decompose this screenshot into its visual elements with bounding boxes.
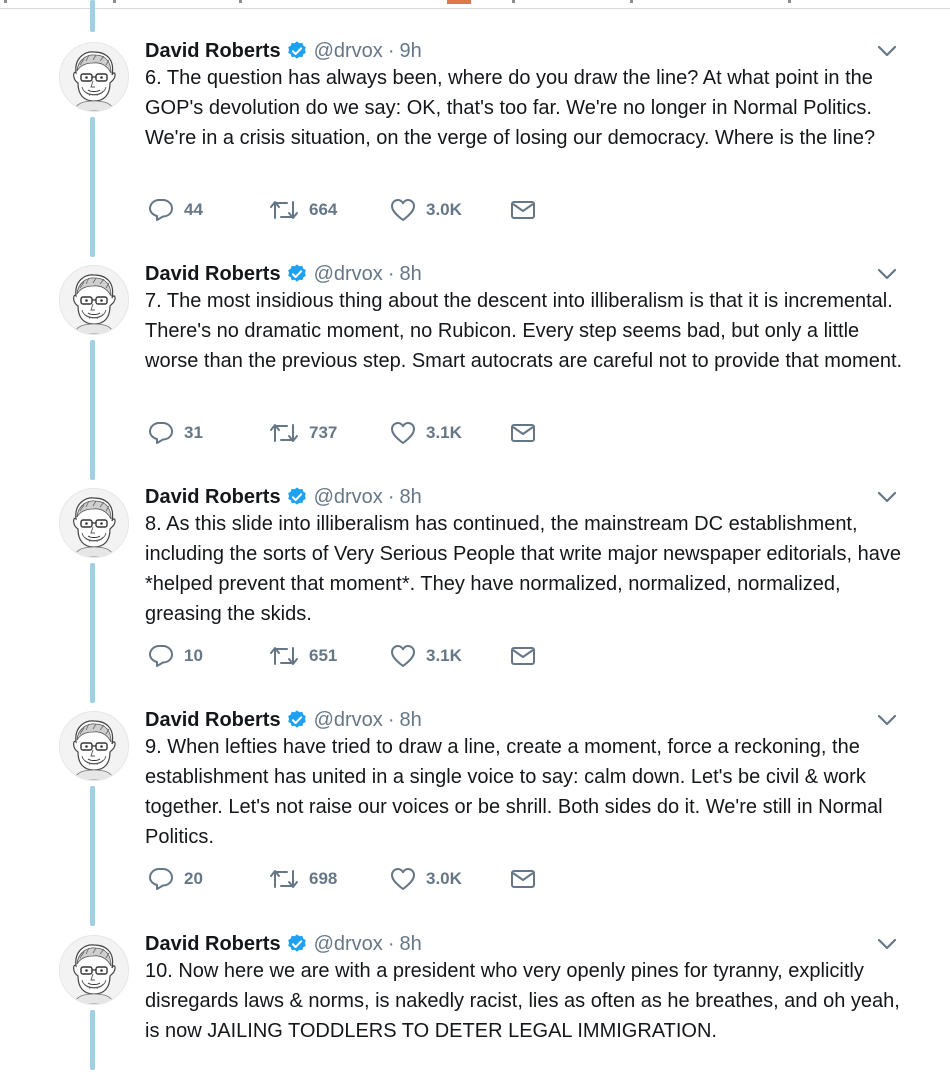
avatar[interactable] bbox=[59, 935, 129, 1005]
reply-button[interactable] bbox=[148, 418, 203, 448]
tweet-timestamp[interactable]: 8h bbox=[399, 932, 422, 955]
separator-dot: · bbox=[387, 485, 395, 508]
browser-top-strip bbox=[0, 0, 950, 9]
direct-message-button[interactable] bbox=[510, 864, 536, 894]
thread-connector-line bbox=[90, 0, 95, 32]
top-strip-mark bbox=[4, 0, 7, 3]
retweet-button[interactable] bbox=[269, 864, 337, 894]
like-count: 3.0K bbox=[426, 869, 462, 888]
retweet-icon bbox=[269, 867, 299, 891]
heart-icon bbox=[390, 867, 416, 891]
author-handle[interactable]: @drvox bbox=[313, 708, 383, 731]
reply-button[interactable] bbox=[148, 641, 203, 671]
reply-button[interactable] bbox=[148, 864, 203, 894]
retweet-count: 737 bbox=[309, 423, 338, 442]
tweet-timestamp[interactable]: 8h bbox=[399, 262, 422, 285]
chevron-down-icon[interactable] bbox=[876, 267, 898, 281]
envelope-icon bbox=[510, 645, 536, 667]
heart-icon bbox=[390, 644, 416, 668]
retweet-button[interactable] bbox=[269, 195, 337, 225]
reply-icon bbox=[148, 198, 174, 222]
author-handle[interactable]: @drvox bbox=[313, 39, 383, 62]
tweet[interactable] bbox=[0, 931, 950, 1074]
author-name[interactable]: David Roberts bbox=[145, 485, 281, 508]
like-button[interactable] bbox=[390, 418, 462, 448]
avatar[interactable] bbox=[59, 711, 129, 781]
like-button[interactable] bbox=[390, 864, 462, 894]
separator-dot: · bbox=[387, 262, 395, 285]
top-strip-mark bbox=[239, 0, 242, 3]
tweet-actions bbox=[148, 641, 568, 671]
tweet-actions bbox=[148, 864, 568, 894]
avatar[interactable] bbox=[59, 265, 129, 335]
reply-button[interactable] bbox=[148, 195, 203, 225]
tweet[interactable] bbox=[0, 38, 950, 261]
chevron-down-icon[interactable] bbox=[876, 44, 898, 58]
tweet-header bbox=[145, 484, 422, 510]
envelope-icon bbox=[510, 422, 536, 444]
retweet-button[interactable] bbox=[269, 641, 337, 671]
retweet-count: 698 bbox=[309, 869, 338, 888]
heart-icon bbox=[390, 421, 416, 445]
avatar[interactable] bbox=[59, 488, 129, 558]
avatar[interactable] bbox=[59, 42, 129, 112]
like-button[interactable] bbox=[390, 641, 462, 671]
reply-count: 44 bbox=[184, 200, 203, 219]
retweet-icon bbox=[269, 421, 299, 445]
tweet-text: 8. As this slide into illiberalism has continued, the mainstream DC establishment, including the sorts of Very Serious People that write major newspaper editorials, have *helped prevent that moment*. They have normalized, normalized, normalized, greasing the skids. bbox=[145, 513, 901, 625]
direct-message-button[interactable] bbox=[510, 641, 536, 671]
verified-badge-icon bbox=[286, 933, 308, 955]
verified-badge-icon bbox=[286, 40, 308, 62]
retweet-icon bbox=[269, 644, 299, 668]
top-strip-mark bbox=[788, 0, 791, 3]
verified-badge-icon bbox=[286, 486, 308, 508]
reply-count: 31 bbox=[184, 423, 203, 442]
chevron-down-icon[interactable] bbox=[876, 490, 898, 504]
tweet-timestamp[interactable]: 9h bbox=[399, 39, 422, 62]
reply-icon bbox=[148, 644, 174, 668]
separator-dot: · bbox=[387, 708, 395, 731]
retweet-button[interactable] bbox=[269, 418, 337, 448]
retweet-icon bbox=[269, 198, 299, 222]
separator-dot: · bbox=[387, 932, 395, 955]
tweet-text: 6. The question has always been, where do you draw the line? At what point in the GOP's devolution do we say: OK, that's too far. We're no longer in Normal Politics. We're in a crisis situation, on the verge of losing our democracy. Where is the line? bbox=[145, 67, 876, 149]
separator-dot: · bbox=[387, 39, 395, 62]
like-count: 3.1K bbox=[426, 646, 462, 665]
chevron-down-icon[interactable] bbox=[876, 937, 898, 951]
tweet-header bbox=[145, 261, 422, 287]
top-strip-mark bbox=[113, 0, 116, 3]
tweet-actions bbox=[148, 418, 568, 448]
tweet-text: 9. When lefties have tried to draw a line, create a moment, force a reckoning, the establishment has united in a single voice to say: calm down. Let's be civil & work together. Let's not raise our voices or be shrill. Both sides do it. We're still in Normal Politics. bbox=[145, 736, 883, 848]
author-handle[interactable]: @drvox bbox=[313, 932, 383, 955]
reply-icon bbox=[148, 867, 174, 891]
tweet-header bbox=[145, 931, 422, 957]
reply-count: 20 bbox=[184, 869, 203, 888]
tweet[interactable] bbox=[0, 707, 950, 930]
top-strip-tab-icon bbox=[447, 0, 471, 4]
tweet[interactable] bbox=[0, 261, 950, 484]
verified-badge-icon bbox=[286, 709, 308, 731]
chevron-down-icon[interactable] bbox=[876, 713, 898, 727]
retweet-count: 664 bbox=[309, 200, 338, 219]
direct-message-button[interactable] bbox=[510, 195, 536, 225]
tweet[interactable] bbox=[0, 484, 950, 707]
author-name[interactable]: David Roberts bbox=[145, 708, 281, 731]
top-strip-mark bbox=[512, 0, 515, 3]
tweet-header bbox=[145, 38, 422, 64]
author-name[interactable]: David Roberts bbox=[145, 932, 281, 955]
reply-count: 10 bbox=[184, 646, 203, 665]
heart-icon bbox=[390, 198, 416, 222]
tweet-text: 7. The most insidious thing about the descent into illiberalism is that it is incremental. There's no dramatic moment, no Rubicon. Every step seems bad, but only a little worse than the previous step. Smart autocrats are careful not to provide that moment. bbox=[145, 290, 903, 372]
retweet-count: 651 bbox=[309, 646, 338, 665]
author-handle[interactable]: @drvox bbox=[313, 485, 383, 508]
author-handle[interactable]: @drvox bbox=[313, 262, 383, 285]
tweet-actions bbox=[148, 195, 568, 225]
like-count: 3.1K bbox=[426, 423, 462, 442]
verified-badge-icon bbox=[286, 263, 308, 285]
tweet-header bbox=[145, 707, 422, 733]
envelope-icon bbox=[510, 199, 536, 221]
reply-icon bbox=[148, 421, 174, 445]
tweet-timestamp[interactable]: 8h bbox=[399, 708, 422, 731]
tweet-timestamp[interactable]: 8h bbox=[399, 485, 422, 508]
envelope-icon bbox=[510, 868, 536, 890]
like-count: 3.0K bbox=[426, 200, 462, 219]
top-strip-mark bbox=[630, 0, 633, 3]
tweet-text: 10. Now here we are with a president who very openly pines for tyranny, explicitly disregards laws & norms, is nakedly racist, lies as often as he breathes, and oh yeah, is now JAILING TODDLERS TO DETER LEGAL IMMIGRATION. bbox=[145, 960, 900, 1042]
author-name[interactable]: David Roberts bbox=[145, 39, 281, 62]
like-button[interactable] bbox=[390, 195, 462, 225]
direct-message-button[interactable] bbox=[510, 418, 536, 448]
author-name[interactable]: David Roberts bbox=[145, 262, 281, 285]
